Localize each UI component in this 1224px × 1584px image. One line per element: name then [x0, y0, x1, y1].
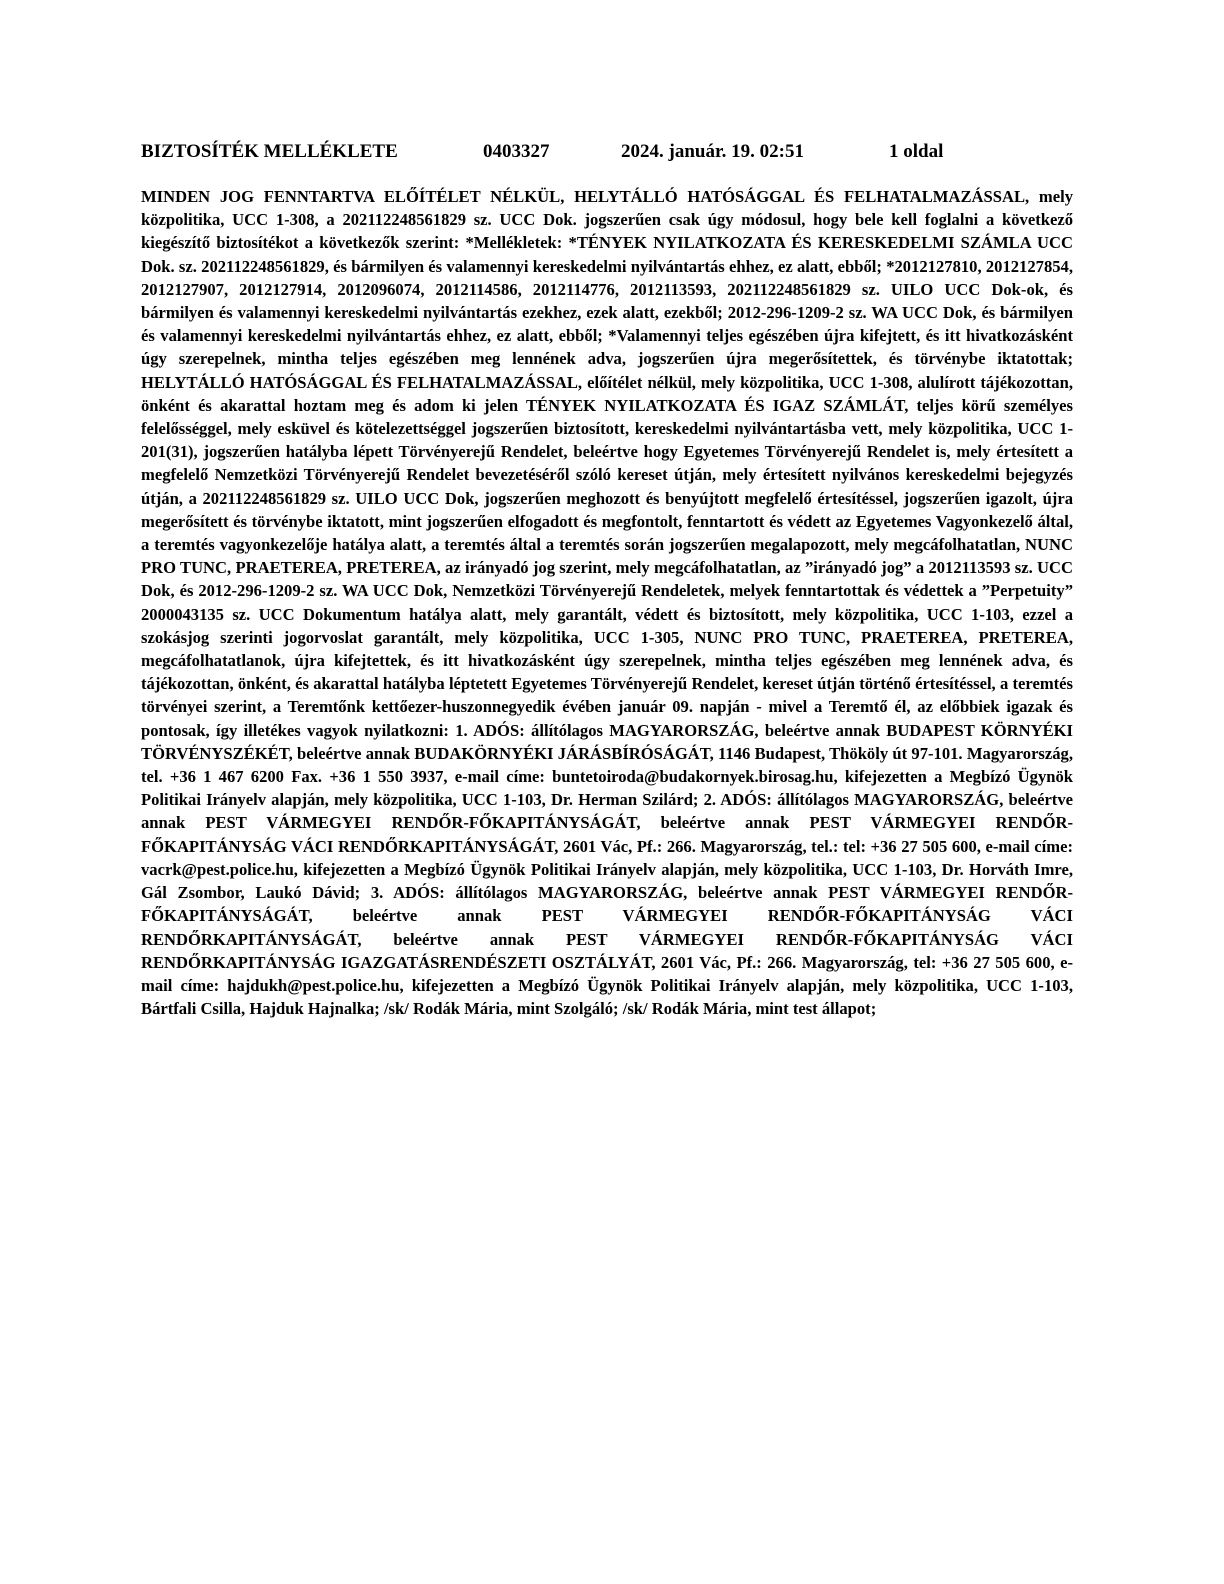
document-header: [141, 139, 1073, 169]
document-datetime: 2024. január. 19. 02:51: [621, 141, 804, 162]
document-number: 0403327: [483, 141, 550, 162]
document-title: BIZTOSÍTÉK MELLÉKLETE: [141, 141, 398, 162]
document-body: MINDEN JOG FENNTARTVA ELŐÍTÉLET NÉLKÜL, HELYTÁLLÓ HATÓSÁGGAL ÉS FELHATALMAZÁSSAL, mely közpolitika, UCC 1-308, a 202112248561829 sz. UCC Dok. jogszerűen csak úgy módosul, hogy bele kell foglalni a következő kiegészítő biztosítékot a következők szerint: *Mellékletek: *TÉNYEK NYILATKOZATA ÉS KERESKEDELMI SZÁMLA UCC Dok. sz. 202112248561829, és bármilyen és valamennyi kereskedelmi nyilvántartás ehhez, ez alatt, ebből; *2012127810, 2012127854, 2012127907, 2012127914, 2012096074, 2012114586, 2012114776, 2012113593, 202112248561829 sz. UILO UCC Dok-ok, és bármilyen és valamennyi kereskedelmi nyilvántartás ezekhez, ezek alatt, ezekből; 2012-296-1209-2 sz. WA UCC Dok, és bármilyen és valamennyi kereskedelmi nyilvántartás ehhez, ez alatt, ebből; *Valamennyi teljes egészében újra kifejtett, és itt hivatkozásként úgy szerepelnek, mintha teljes egészében meg lennének adva, jogszerűen újra megerősítettek, és törvénybe iktatottak; HELYTÁLLÓ HATÓSÁGGAL ÉS FELHATALMAZÁSSAL, előítélet nélkül, mely közpolitika, UCC 1-308, alulírott tájékozottan, önként és akarattal hoztam meg és adom ki jelen TÉNYEK NYILATKOZATA ÉS IGAZ SZÁMLÁT, teljes körű személyes felelősséggel, mely esküvel és kötelezettséggel jogszerűen biztosított, kereskedelmi nyilvántartásba vett, mely közpolitika, UCC 1-201(31), jogszerűen hatályba lépett Törvényerejű Rendelet, beleértve hogy Egyetemes Törvényerejű Rendelet is, mely értesített a megfelelő Nemzetközi Törvényerejű Rendelet bevezetéséről szóló kereset útján, mely értesített nyilvános kereskedelmi bejegyzés útján, a 202112248561829 sz. UILO UCC Dok, jogszerűen meghozott és benyújtott megfelelő értesítéssel, jogszerűen igazolt, újra megerősített és törvénybe iktatott, mint jogszerűen elfogadott és megfontolt, fenntartott és védett az Egyetemes Vagyonkezelő által, a teremtés vagyonkezelője hatálya alatt, a teremtés által a teremtés során jogszerűen megalapozott, mely megcáfolhatatlan, NUNC PRO TUNC, PRAETEREA, PRETEREA, az irányadó jog szerint, mely megcáfolhatatlan, az ”irányadó jog” a 2012113593 sz. UCC Dok, és 2012-296-1209-2 sz. WA UCC Dok, Nemzetközi Törvényerejű Rendeletek, melyek fenntartottak és védettek a ”Perpetuity” 2000043135 sz. UCC Dokumentum hatálya alatt, mely garantált, védett és biztosított, mely közpolitika, UCC 1-103, ezzel a szokásjog szerinti jogorvoslat garantált, mely közpolitika, UCC 1-305, NUNC PRO TUNC, PRAETEREA, PRETEREA, megcáfolhatatlanok, újra kifejtettek, és itt hivatkozásként úgy szerepelnek, mintha teljes egészében meg lennének adva, és tájékozottan, önként, és akarattal hatályba léptetett Egyetemes Törvényerejű Rendelet, kereset útján történő értesítéssel, a teremtés törvényei szerint, a Teremtőnk kettőezer-huszonnegyedik évében január 09. napján - mivel a Teremtő él, az előbbiek igazak és pontosak, így illetékes vagyok nyilatkozni: 1. ADÓS: állítólagos MAGYARORSZÁG, beleértve annak BUDAPEST KÖRNYÉKI TÖRVÉNYSZÉKÉT, beleértve annak BUDAKÖRNYÉKI JÁRÁSBÍRÓSÁGÁT, 1146 Budapest, Thököly út 97-101. Magyarország, tel. +36 1 467 6200 Fax. +36 1 550 3937, e-mail címe: buntetoiroda@budakornyek.birosag.hu, kifejezetten a Megbízó Ügynök Politikai Irányelv alapján, mely közpolitika, UCC 1-103, Dr. Herman Szilárd; 2. ADÓS: állítólagos MAGYARORSZÁG, beleértve annak PEST VÁRMEGYEI RENDŐR-FŐKAPITÁNYSÁGÁT, beleértve annak PEST VÁRMEGYEI RENDŐR-FŐKAPITÁNYSÁG VÁCI RENDŐRKAPITÁNYSÁGÁT, 2601 Vác, Pf.: 266. Magyarország, tel.: tel: +36 27 505 600, e-mail címe: vacrk@pest.police.hu, kifejezetten a Megbízó Ügynök Politikai Irányelv alapján, mely közpolitika, UCC 1-103, Dr. Horváth Imre, Gál Zsombor, Laukó Dávid; 3. ADÓS: állítólagos MAGYARORSZÁG, beleértve annak PEST VÁRMEGYEI RENDŐR-FŐKAPITÁNYSÁGÁT, beleértve annak PEST VÁRMEGYEI RENDŐR-FŐKAPITÁNYSÁG VÁCI RENDŐRKAPITÁNYSÁGÁT, beleértve annak PEST VÁRMEGYEI RENDŐR-FŐKAPITÁNYSÁG VÁCI RENDŐRKAPITÁNYSÁG IGAZGATÁSRENDÉSZETI OSZTÁLYÁT, 2601 Vác, Pf.: 266. Magyarország, tel: +36 27 505 600, e-mail címe: hajdukh@pest.police.hu, kifejezetten a Megbízó Ügynök Politikai Irányelv alapján, mely közpolitika, UCC 1-103, Bártfali Csilla, Hajduk Hajnalka; /sk/ Rodák Mária, mint Szolgáló; /sk/ Rodák Mária, mint test állapot;: [141, 187, 1073, 1019]
document-page: [141, 139, 1073, 1020]
page-number: 1 oldal: [889, 141, 944, 162]
